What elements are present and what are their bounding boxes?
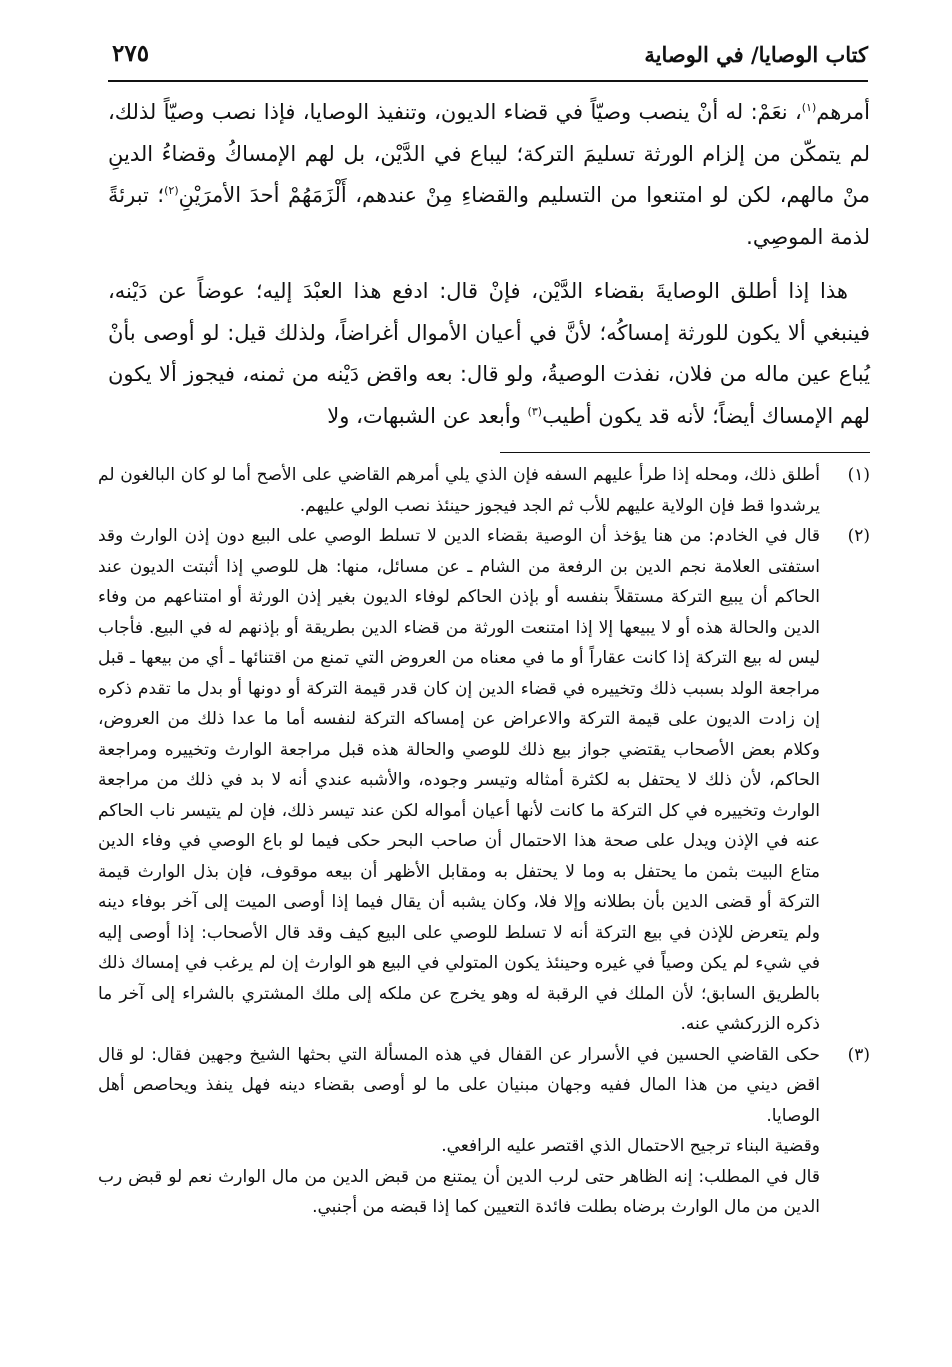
footnote-number: (٢) bbox=[847, 526, 870, 546]
footnotes bbox=[98, 460, 870, 1223]
paragraph-1 bbox=[108, 92, 870, 258]
footnote-text: أطلق ذلك، ومحله إذا طرأ عليهم السفه فإن الذي يلي أمرهم القاضي على الأصح أما لو كان البالغون لم يرشدوا قط فإن الولاية عليهم للأب ثم الجد فيجوز حينئذ نصب الولي عليهم. bbox=[98, 465, 820, 516]
page-number: ٢٧٥ bbox=[112, 40, 150, 67]
footnote-number: (٣) bbox=[847, 1044, 870, 1065]
paragraph-1-end: ؛ تبرئةً لذمة الموصِي. bbox=[108, 183, 870, 249]
paragraph-2-start: هذا إذا أطلق الوصايةَ بقضاء الدَّيْن، فإنْ قال: ادفع هذا العبْدَ إليه؛ عوضاً عن دَيْنه، فينبغي ألا يكون للورثة إمساكُه؛ لأنَّ في أعيان الأموال أغراضاً، ولذلك قيل: لو أوصى بأنْ يُباع عين ماله من فلان، نفذت الوصيةُ، ولو قال: بعه واقض دَيْنه من ثمنه، فيجوز ألا يكون لهم الإمساك أيضاً؛ لأنه قد يكون أطيب bbox=[108, 279, 870, 428]
footnote-ref-1: (١) bbox=[801, 101, 817, 114]
footnote-3-note-a: وقضية البناء ترجيح الاحتمال الذي اقتصر عليه الرافعي. bbox=[441, 1136, 820, 1156]
footnote-1 bbox=[98, 460, 870, 521]
footnote-ref-3: (٣) bbox=[527, 404, 543, 418]
footnote-text: قال في الخادم: من هنا يؤخذ أن الوصية بقضاء الدين لا تسلط الوصي على البيع دون إذن الوارث وقد استفتى العلامة نجم الدين بن الرفعة من الشام ـ عن مسائل، منها: هل للوصي إذا أثبتت الديون عند الحاكم أن يبيع التركة مستقلاً بنفسه أو بإذن الحاكم لوفاء الديون بغير إذن الورثة أو امتناعهم من وفاء الدين والحالة هذه أو لا يبيعها إلا إذا امتنعت الورثة من قضاء الدين بطريقة أو بإذنهم له في البيع. فأجاب ليس له بيع التركة إذا كانت عقاراً أو ما في معناه من العروض التي تمنع من اقتنائها ـ أي من بيعها ـ قبل مراجعة الولد بسبب ذلك وتخييره في قضاء الدين إن كان قدر قيمة التركة أو دونها أو بدل ما تقدم ذكره إن زادت الديون على قيمة التركة والاعراض عن إمساكه التركة لنفسه أما ما عدا ذلك من العروض، وكلام بعض الأصحاب يقتضي جواز بيع ذلك للوصي والحالة هذه قبل مراجعة الوارث وتخييره ومراجعة الحاكم، لأن ذلك لا يحتفل به لكثرة أمثاله وتيسر وجوده، والأشبه عندي أنه لا بد في ذلك من مراجعة الوارث وتخييره في كل التركة ما كانت لأنها أعيان أمواله لكن عند تيسر ذلك، فإن لم يتيسر ناب الحاكم عنه في الإذن ويدل على صحة هذا الاحتمال أن صاحب البحر حكى فيما لو باع الوصي في وفاء الدين متاع البيت بثمن ما يحتفل به وما لا يحتفل به ومقابل الأظهر أن بيعه موقوف، فإن بذل الوارث قيمة التركة أو قضى الدين بأن بطلانه وإلا فلا، وكان يشبه أن يقال فيما إذا أوصى الميت إلى آخر بوفاء دينه ولم يتعرض للإذن في بيع التركة أنه لا تسلط للوصي على البيع كيف وقد قال الأصحاب: إذا أوصى إليه في شيء لم يكن وصياً في غيره وحينئذ يكون المتولي في البيع هو الوارث إن لم يرغب في إمساك ذلك بالطريق السابق؛ لأن الملك في الرقبة له وهو يخرج عن ملكه إلى ملك المشتري بالشراء إلى آخر ما ذكره الزركشي عنه. bbox=[98, 526, 820, 1034]
paragraph-1-middle: ، نعَمْ: له أنْ ينصب وصيّاً في قضاء الديون، وتنفيذ الوصايا، فإذا نصب وصيّاً لذلك، لم يتمكّن من إلزام الورثة تسليمَ التركة؛ ليباع في الدَّيْن، بل لهم الإمساكُ وقضاءُ الدينِ منْ مالهم، لكن لو امتنعوا من التسليم والقضاءِ مِنْ عندهم، أَلْزَمَهُمْ أحدَ الأمرَيْنِ bbox=[108, 100, 870, 207]
page-header bbox=[108, 40, 868, 82]
footnote-divider bbox=[500, 452, 870, 453]
paragraph-2-end: وأبعد عن الشبهات، ولا bbox=[327, 403, 528, 428]
footnote-number: (١) bbox=[847, 465, 870, 485]
running-title: كتاب الوصايا/ في الوصاية bbox=[644, 42, 868, 67]
footnote-3 bbox=[98, 1040, 870, 1223]
paragraph-2 bbox=[108, 271, 870, 437]
footnote-text: حكى القاضي الحسين في الأسرار عن القفال في هذه المسألة التي بحثها الشيخ وجهين فقال: لو قال اقض ديني من هذا المال ففيه وجهان مبنيان على ما لو أوصى بقضاء دينه فهل ينفذ ويحاصص أهل الوصايا. bbox=[98, 1044, 820, 1126]
footnote-2 bbox=[98, 521, 870, 1040]
footnote-ref-2: (٢) bbox=[164, 184, 179, 197]
paragraph-1-start: أمرهم bbox=[816, 100, 870, 124]
footnote-3-note-b: قال في المطلب: إنه الظاهر حتى لرب الدين أن يمتنع من قبض الدين من مال الوارث نعم لو قبض رب الدين من مال الوارث برضاه بطلت فائدة التعيين كما إذا قبضه من أجنبي. bbox=[98, 1166, 820, 1217]
main-text bbox=[108, 92, 870, 437]
